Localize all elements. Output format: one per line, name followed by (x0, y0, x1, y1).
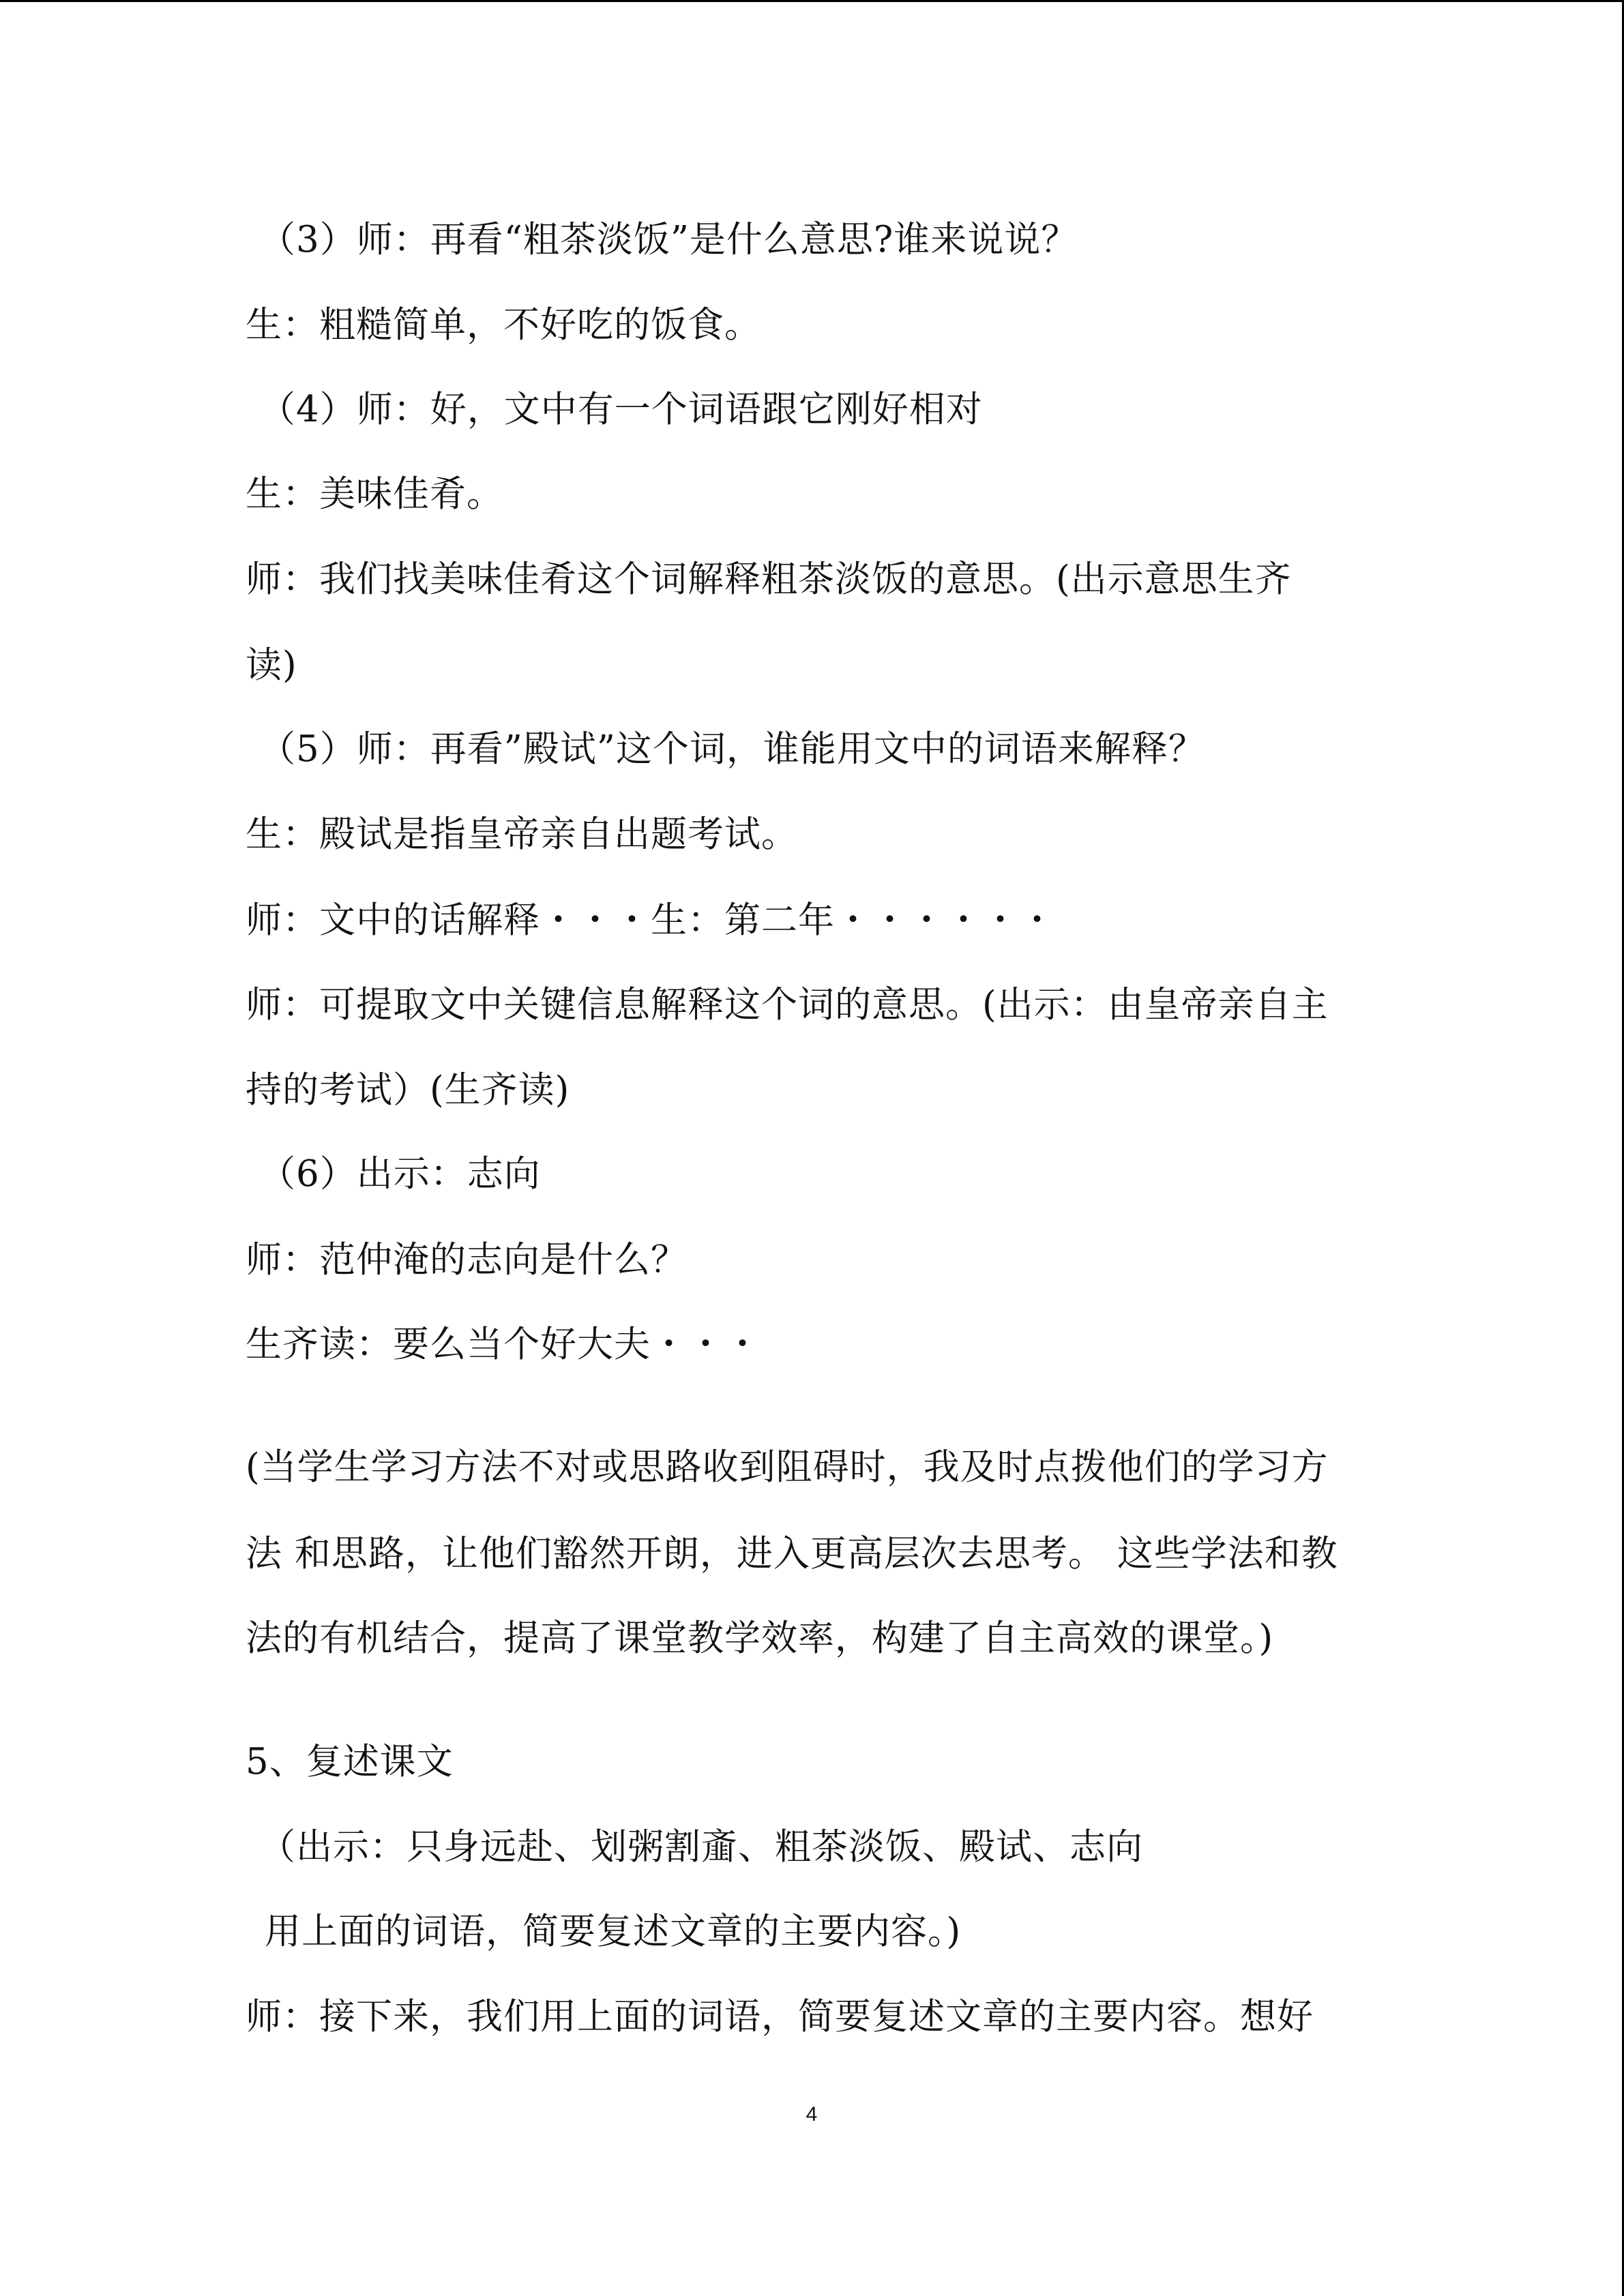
text-line: （4）师：好，文中有一个词语跟它刚好相对 (259, 389, 983, 430)
text-line: （5）师：再看”殿试”这个词，谁能用文中的词语来解释？ (259, 728, 1205, 770)
text-line: （3）师：再看“粗茶淡饭”是什么意思?谁来说说？ (259, 219, 1078, 260)
section-heading: 5、复述课文 (246, 1741, 454, 1783)
text-line: 师：文中的话解释・・・生：第二年・・・・・・ (246, 899, 1056, 941)
text-line: 师：可提取文中关键信息解释这个词的意思。(出示：由皇帝亲自主 (246, 984, 1329, 1026)
text-line: 读) (246, 644, 297, 686)
text-line: 师：范仲淹的志向是什么？ (246, 1239, 688, 1281)
text-line: 师：接下来，我们用上面的词语，简要复述文章的主要内容。想好 (246, 1996, 1314, 2038)
page-number: 4 (806, 2103, 818, 2126)
text-line: (当学生学习方法不对或思路收到阻碍时，我及时点拨他们的学习方 (246, 1446, 1329, 1488)
text-line: 生齐读：要么当个好大夫・・・ (246, 1324, 761, 1365)
text-line: （出示：只身远赴、划粥割齑、粗茶淡饭、殿试、志向 (259, 1826, 1143, 1868)
text-line: （6）出示：志向 (259, 1153, 541, 1195)
page-border-top (0, 0, 1624, 2)
text-line: 法的有机结合，提高了课堂教学效率，构建了自主高效的课堂。) (246, 1617, 1274, 1659)
text-line: 用上面的词语，简要复述文章的主要内容。) (265, 1911, 962, 1952)
text-line: 持的考试）(生齐读) (246, 1069, 570, 1111)
text-line: 生：殿试是指皇帝亲自出题考试。 (246, 814, 798, 855)
text-line: 师：我们找美味佳肴这个词解释粗茶淡饭的意思。(出示意思生齐 (246, 558, 1292, 600)
text-line: 法 和思路，让他们豁然开朗，进入更高层次去思考。 这些学法和教 (246, 1533, 1338, 1575)
text-line: 生：美味佳肴。 (246, 473, 503, 515)
text-line: 生：粗糙简单，不好吃的饭食。 (246, 304, 761, 346)
